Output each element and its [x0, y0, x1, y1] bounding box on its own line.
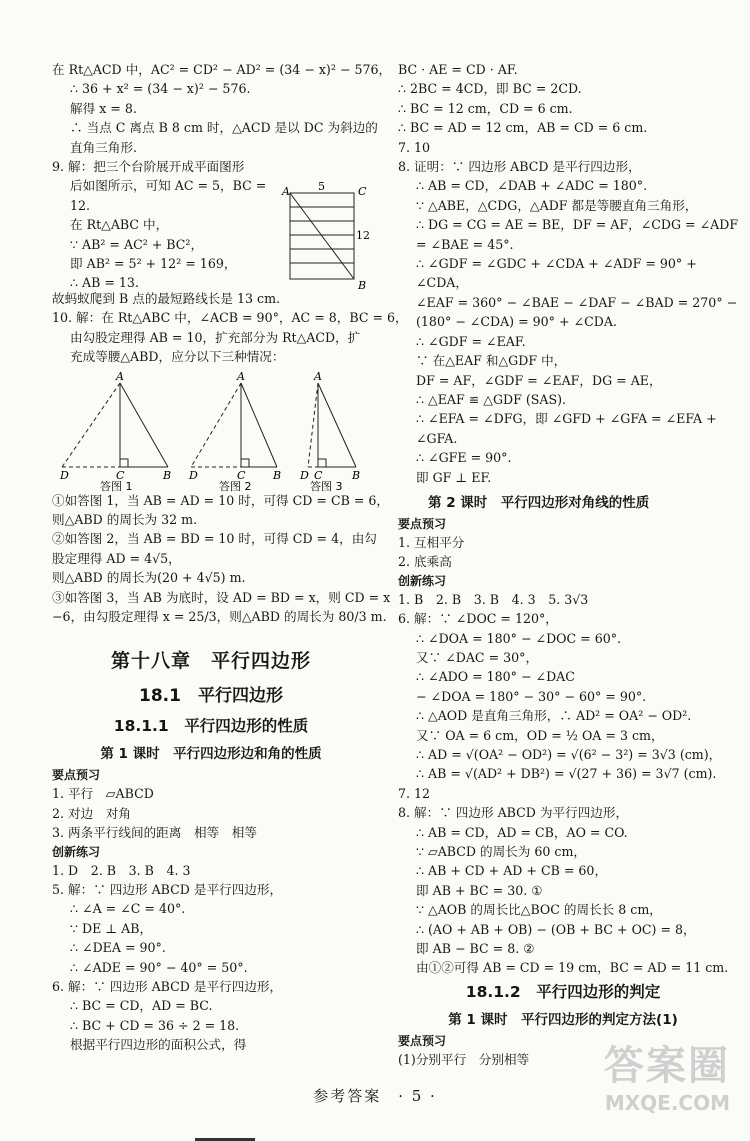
text-line: 7. 10	[398, 139, 431, 155]
label-c: C	[237, 468, 246, 482]
text-line: 即 AB − BC = 8. ②	[416, 941, 535, 957]
vertex-b-label: B	[358, 278, 367, 292]
text-line: ∴ (AO + AB + OB) − (OB + BC + OC) = 8，	[416, 921, 696, 937]
vertex-c-label: C	[358, 184, 367, 198]
text-line: 12.	[70, 197, 91, 213]
text-line: 由①②可得 AB = CD = 19 cm，BC = AD = 11 cm.	[416, 960, 729, 976]
text-line: ∴ AB = CD，AD = CB，AO = CO.	[416, 824, 628, 840]
question-9-conclusion: 故蚂蚁爬到 B 点的最短路线长是 13 cm.	[52, 290, 281, 306]
chapter-title: 第十八章 平行四边形	[110, 650, 311, 673]
label-b: B	[163, 468, 172, 482]
question-10-cases	[52, 491, 391, 627]
text-line: 8. 证明：∵ 四边形 ABCD 是平行四边形，	[398, 159, 641, 175]
text-line: 股定理得 AD = 4√5，	[52, 550, 181, 566]
top-length-label: 5	[318, 179, 325, 193]
text-line: ∴ AB = √(AD² + DB²) = √(27 + 36) = 3√7 (cm).	[416, 766, 717, 782]
text-line: ∴ BC = AD = 12 cm，AB = CD = 6 cm.	[398, 120, 648, 136]
section-title: 18.1 平行四边形	[139, 686, 283, 707]
right-column	[398, 60, 739, 1069]
text-line: 则△ABD 的周长为(20 + 4√5) m.	[52, 570, 246, 586]
text-line: = ∠BAE = 45°.	[416, 236, 514, 252]
choice-answers: 1. B 2. B 3. B 4. 3 5. 3√3	[398, 591, 589, 607]
text-line: 3. 两条平行线间的距离 相等 相等	[52, 825, 257, 841]
text-line: 2. 底乘高	[398, 554, 452, 570]
text-line: ∵ ▱ABCD 的周长为 60 cm，	[416, 844, 587, 860]
text-line: 即 AB + BC = 30. ①	[416, 882, 543, 898]
solution-continued-block	[52, 60, 392, 157]
text-line: 9. 解：把三个台阶展开成平面图形	[52, 159, 245, 175]
text-line: ∴ BC + CD = 36 ÷ 2 = 18.	[70, 1017, 240, 1033]
side-length-label: 12	[356, 228, 370, 242]
watermark-main: 答案圈	[604, 1043, 730, 1089]
text-line: −6，由勾股定理得 x = 25/3，则△ABD 的周长为 80/3 m.	[52, 608, 387, 624]
text-line: (180° − ∠CDA) = 90° + ∠CDA.	[416, 314, 617, 330]
label-c: C	[314, 468, 323, 482]
key-preview-heading: 要点预习	[398, 516, 447, 531]
text-line: ∴ ∠GDF = ∠EAF.	[416, 333, 526, 349]
triangle-figures-row	[60, 371, 366, 491]
text-line: ①如答图 1，当 AB = AD = 10 时，可得 CD = CB = 6，	[52, 492, 389, 508]
text-line: ∴ ∠GDF = ∠GDC + ∠CDA + ∠ADF = 90° +	[416, 256, 697, 272]
label-d: D	[189, 468, 198, 482]
label-a: A	[116, 369, 124, 383]
watermark	[604, 1034, 730, 1115]
question-5-block	[52, 880, 370, 977]
text-line: ∵ △AOB 的周长比△BOC 的周长长 8 cm，	[416, 902, 662, 918]
triangle-figure-3	[300, 371, 366, 491]
text-line: ∴ ∠A = ∠C = 40°.	[70, 901, 186, 917]
innovation-practice-heading: 创新练习	[398, 573, 447, 588]
text-line: ∴ ∠DOA = 180° − ∠DOC = 60°.	[416, 630, 622, 646]
text-line: BC · AE = CD · AF.	[398, 62, 518, 77]
text-line: ∴ ∠DEA = 90°.	[70, 940, 166, 956]
text-line: ∵ AB² = AC² + BC²，	[70, 236, 204, 252]
text-line: ③如答图 3，当 AB 为底时，设 AD = BD = x，则 CD = x	[52, 589, 391, 605]
solution-continued-block	[398, 60, 728, 157]
text-line: 解得 x = 8.	[70, 100, 137, 116]
subsection-title: 18.1.1 平行四边形的性质	[113, 717, 309, 736]
text-line: 即 AB² = 5² + 12² = 169，	[70, 256, 237, 272]
staircase-diagram	[282, 179, 370, 292]
text-line: 由勾股定理得 AB = 10，扩充部分为 Rt△ACD，扩	[70, 329, 361, 345]
vertex-a-label: A	[282, 184, 290, 198]
text-line: ∠EAF = 360° − ∠BAE − ∠DAF − ∠BAD = 270° −	[416, 294, 738, 310]
text-line: ∴ AD = √(OA² − OD²) = √(6² − 3²) = 3√3 (cm)，	[416, 747, 722, 762]
text-line: 即 GF ⊥ EF.	[416, 469, 492, 485]
question-8-block	[398, 803, 728, 978]
text-line: ∴ ∠ADO = 180° − ∠DAC	[416, 669, 575, 685]
text-line: 在 Rt△ACD 中，AC² = CD² − AD² = (34 − x)² − 576，	[52, 62, 392, 77]
innovation-practice-heading: 创新练习	[52, 844, 101, 859]
left-column	[52, 60, 408, 1055]
key-preview-answers	[52, 784, 370, 842]
caption-figure-2: 答图 2	[219, 479, 252, 493]
question-6-block	[52, 977, 370, 1055]
staircase-figure	[282, 179, 370, 292]
page-footer: 参考答案 · 5 ·	[313, 1087, 437, 1105]
text-line: DF = AF，∠GDF = ∠EAF，DG = AE，	[416, 372, 662, 388]
text-line: ∴ BC = 12 cm，CD = 6 cm.	[398, 100, 573, 116]
text-line: 8. 解：∵ 四边形 ABCD 为平行四边形，	[398, 805, 629, 821]
text-line: − ∠DOA = 180° − 30° − 60° = 90°.	[416, 688, 647, 704]
text-line: ∵ DE ⊥ AB，	[70, 920, 153, 936]
text-line: 根据平行四边形的面积公式，得	[70, 1037, 247, 1053]
text-line: 后如图所示，可知 AC = 5，BC =	[70, 178, 267, 194]
question-10-block	[52, 308, 408, 366]
question-7-answer: 7. 12	[398, 785, 431, 801]
text-line: ∴ BC = CD，AD = BC.	[70, 998, 213, 1014]
text-line: ∴ 36 + x² = (34 − x)² − 576.	[70, 81, 251, 97]
text-line: 又∵ ∠DAC = 30°，	[416, 649, 539, 665]
text-line: ∠CDA，	[416, 275, 468, 291]
text-line: 又∵ OA = 6 cm，OD = ½ OA = 3 cm，	[416, 727, 664, 743]
key-preview-answers	[398, 533, 728, 572]
text-line: ∴ △EAF ≌ △GDF (SAS).	[416, 391, 567, 407]
text-line: ∴ ∠EFA = ∠DFG，即 ∠GFD + ∠GFA = ∠EFA +	[416, 411, 717, 427]
text-line: 2. 对边 对角	[52, 805, 131, 821]
choice-answers: 1. D 2. B 3. B 4. 3	[52, 862, 191, 878]
text-line: ∵ △ABE，△CDG，△ADF 都是等腰直角三角形，	[416, 197, 698, 213]
text-line: 直角三角形.	[70, 139, 137, 155]
text-line: ∴ AB + CD + AD + CB = 60，	[416, 863, 608, 879]
text-line: 在 Rt△ABC 中，	[70, 217, 169, 233]
text-line: ∠GFA.	[416, 430, 458, 446]
label-a: A	[237, 369, 245, 383]
watermark-url: MXQE.COM	[604, 1091, 730, 1115]
lesson-3-title: 第 1 课时 平行四边形的判定方法(1)	[448, 1011, 678, 1028]
label-c: C	[116, 468, 125, 482]
text-line: ∵ 在△EAF 和△GDF 中，	[416, 353, 567, 369]
text-line: 6. 解：∵ ∠DOC = 120°，	[398, 611, 558, 627]
text-line: 充成等腰△ABD，应分以下三种情况：	[70, 349, 285, 365]
text-line: 10. 解：在 Rt△ABC 中，∠ACB = 90°，AC = 8，BC = 6，	[52, 310, 408, 326]
label-d: D	[300, 468, 309, 482]
label-b: B	[273, 468, 282, 482]
label-b: B	[352, 468, 361, 482]
lesson-2-title: 第 2 课时 平行四边形对角线的性质	[428, 494, 650, 511]
text-line: 5. 解：∵ 四边形 ABCD 是平行四边形，	[52, 881, 283, 897]
text-line: 6. 解：∵ 四边形 ABCD 是平行四边形，	[52, 979, 283, 994]
question-6-block	[398, 609, 728, 784]
text-line: ②如答图 2，当 AB = BD = 10 时，可得 CD = 4，由勾	[52, 531, 377, 547]
caption-figure-1: 答图 1	[100, 479, 133, 493]
text-line: ∴ AB = CD，∠DAB + ∠ADC = 180°.	[416, 178, 648, 194]
last-answer-line: (1)分别平行 分别相等	[398, 1051, 530, 1067]
key-preview-heading-2: 要点预习	[398, 1033, 447, 1048]
text-line: ∴ 2BC = 4CD，即 BC = 2CD.	[398, 81, 582, 97]
key-preview-heading: 要点预习	[52, 768, 101, 783]
text-line: 1. 平行 ▱ABCD	[52, 786, 154, 802]
text-line: 1. 互相平分	[398, 534, 465, 550]
text-line: ∴ 当点 C 离点 B 8 cm 时，△ACD 是以 DC 为斜边的	[70, 120, 378, 136]
text-line: ∴ DG = CG = AE = BE，DF = AF，∠CDG = ∠ADF	[416, 217, 739, 233]
text-line: ∴ ∠ADE = 90° − 40° = 50°.	[70, 959, 248, 975]
label-a: A	[314, 369, 322, 383]
triangle-figure-2	[189, 371, 283, 491]
text-line: ∴ AB = 13.	[70, 275, 139, 291]
label-d: D	[60, 468, 69, 482]
caption-figure-3: 答图 3	[310, 479, 343, 493]
text-line: 则△ABD 的周长为 32 m.	[52, 511, 198, 527]
subsection-2-title: 18.1.2 平行四边形的判定	[465, 982, 661, 1001]
triangle-figure-1	[60, 371, 172, 491]
text-line: ∴ ∠GFE = 90°.	[416, 450, 512, 466]
lesson-title: 第 1 课时 平行四边形边和角的性质	[100, 746, 322, 763]
question-8-proof	[398, 157, 739, 487]
text-line: ∴ △AOD 是直角三角形，∴ AD² = OA² − OD².	[416, 708, 692, 724]
